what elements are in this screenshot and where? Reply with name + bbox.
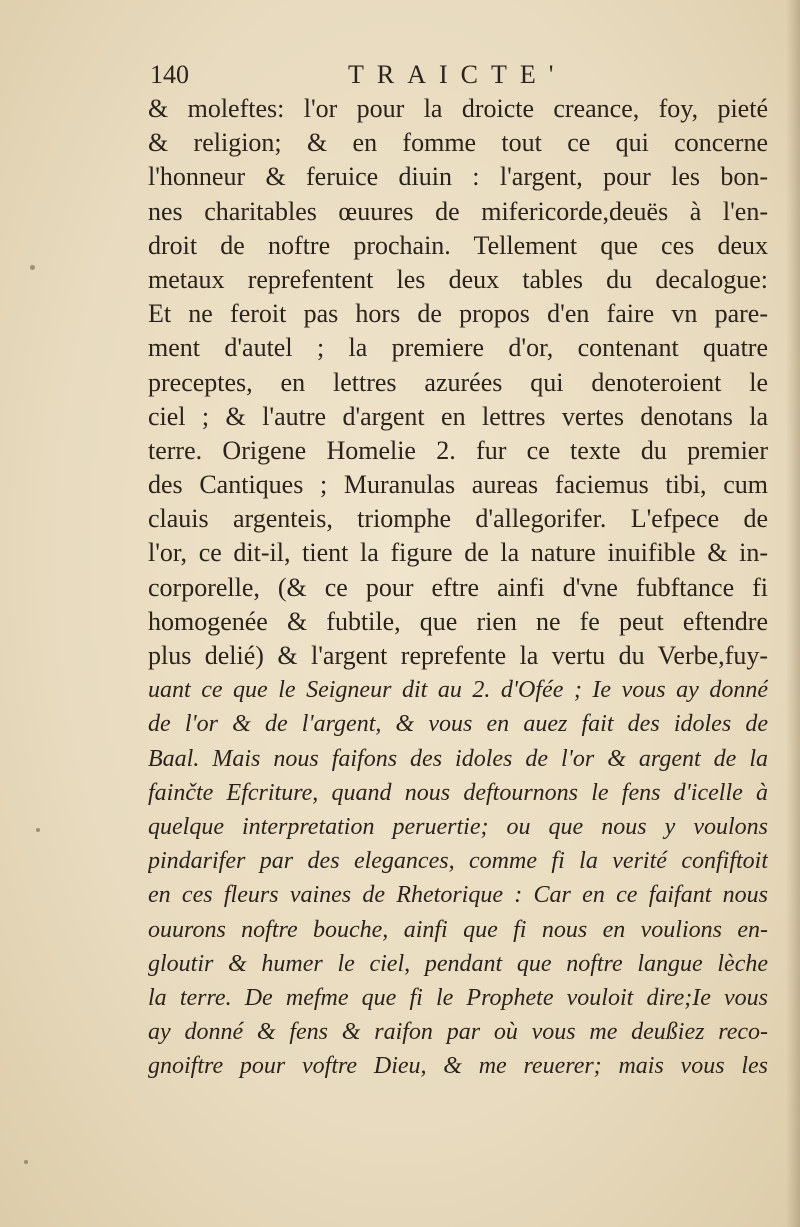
text-line: ay donné & fens & raifon par où vous me deußiez reco- <box>148 1019 768 1046</box>
paper-speck <box>24 1160 28 1164</box>
text-line: plus delié) & l'argent reprefente la vertu du Verbe,fuy- <box>148 641 768 670</box>
text-line: gnoiftre pour voftre Dieu, & me reuerer; mais vous les <box>148 1053 768 1080</box>
running-title: TRAICTE' <box>348 60 567 89</box>
text-line: pindarifer par des elegances, comme fi la verité confiftoit <box>148 848 768 875</box>
text-line: uant ce que le Seigneur dit au 2. d'Ofée ; Ie vous ay donné <box>148 677 768 704</box>
text-line: & religion; & en fomme tout ce qui concerne <box>148 128 768 158</box>
text-line: des Cantiques ; Muranulas aureas faciemus tibi, cum <box>148 470 768 500</box>
text-line: fainčte Efcriture, quand nous deftournons le fens d'icelle à <box>148 779 768 806</box>
paper-speck <box>30 265 35 270</box>
text-line: l'honneur & feruice diuin : l'argent, pour les bon- <box>148 162 768 192</box>
text-line: la terre. De mefme que fi le Prophete vouloit dire;Ie vous <box>148 984 768 1011</box>
text-line: terre. Origene Homelie 2. fur ce texte du premier <box>148 435 768 465</box>
text-line: Baal. Mais nous faifons des idoles de l'or & argent de la <box>148 745 768 772</box>
text-line: ciel ; & l'autre d'argent en lettres vertes denotans la <box>148 401 768 431</box>
text-line: droit de noftre prochain. Tellement que ces deux <box>148 230 768 260</box>
text-line: ouurons noftre bouche, ainfi que fi nous en voulions en- <box>148 916 768 943</box>
text-line: Et ne feroit pas hors de propos d'en faire vn pare- <box>148 299 768 329</box>
text-line: l'or, ce dit-il, tient la figure de la nature inuifible & in- <box>148 538 768 568</box>
page-number: 140 <box>150 60 189 89</box>
text-line: quelque interpretation peruertie; ou que nous y voulons <box>148 813 768 840</box>
page-edge-shadow <box>786 0 800 1227</box>
text-line: metaux reprefentent les deux tables du decalogue: <box>148 264 768 294</box>
text-line: en ces fleurs vaines de Rhetorique : Car en ce faifant nous <box>148 882 768 909</box>
text-line: gloutir & humer le ciel, pendant que noftre langue lèche <box>148 950 768 977</box>
text-line: ment d'autel ; la premiere d'or, contenant quatre <box>148 333 768 363</box>
text-line: nes charitables œuures de mifericorde,deuës à l'en- <box>148 196 768 226</box>
text-line: preceptes, en lettres azurées qui denoteroient le <box>148 367 768 397</box>
paper-speck <box>36 828 40 832</box>
text-line: homogenée & fubtile, que rien ne fe peut eftendre <box>148 606 768 636</box>
text-line: clauis argenteis, triomphe d'allegorifer. L'efpece de <box>148 504 768 534</box>
text-line: corporelle, (& ce pour eftre ainfi d'vne fubftance fi <box>148 572 768 602</box>
text-line: & moleftes: l'or pour la droicte creance, foy, pieté <box>148 94 768 123</box>
body-text <box>148 92 768 1083</box>
text-line: de l'or & de l'argent, & vous en auez fait des idoles de <box>148 711 768 738</box>
page-header <box>150 60 770 96</box>
